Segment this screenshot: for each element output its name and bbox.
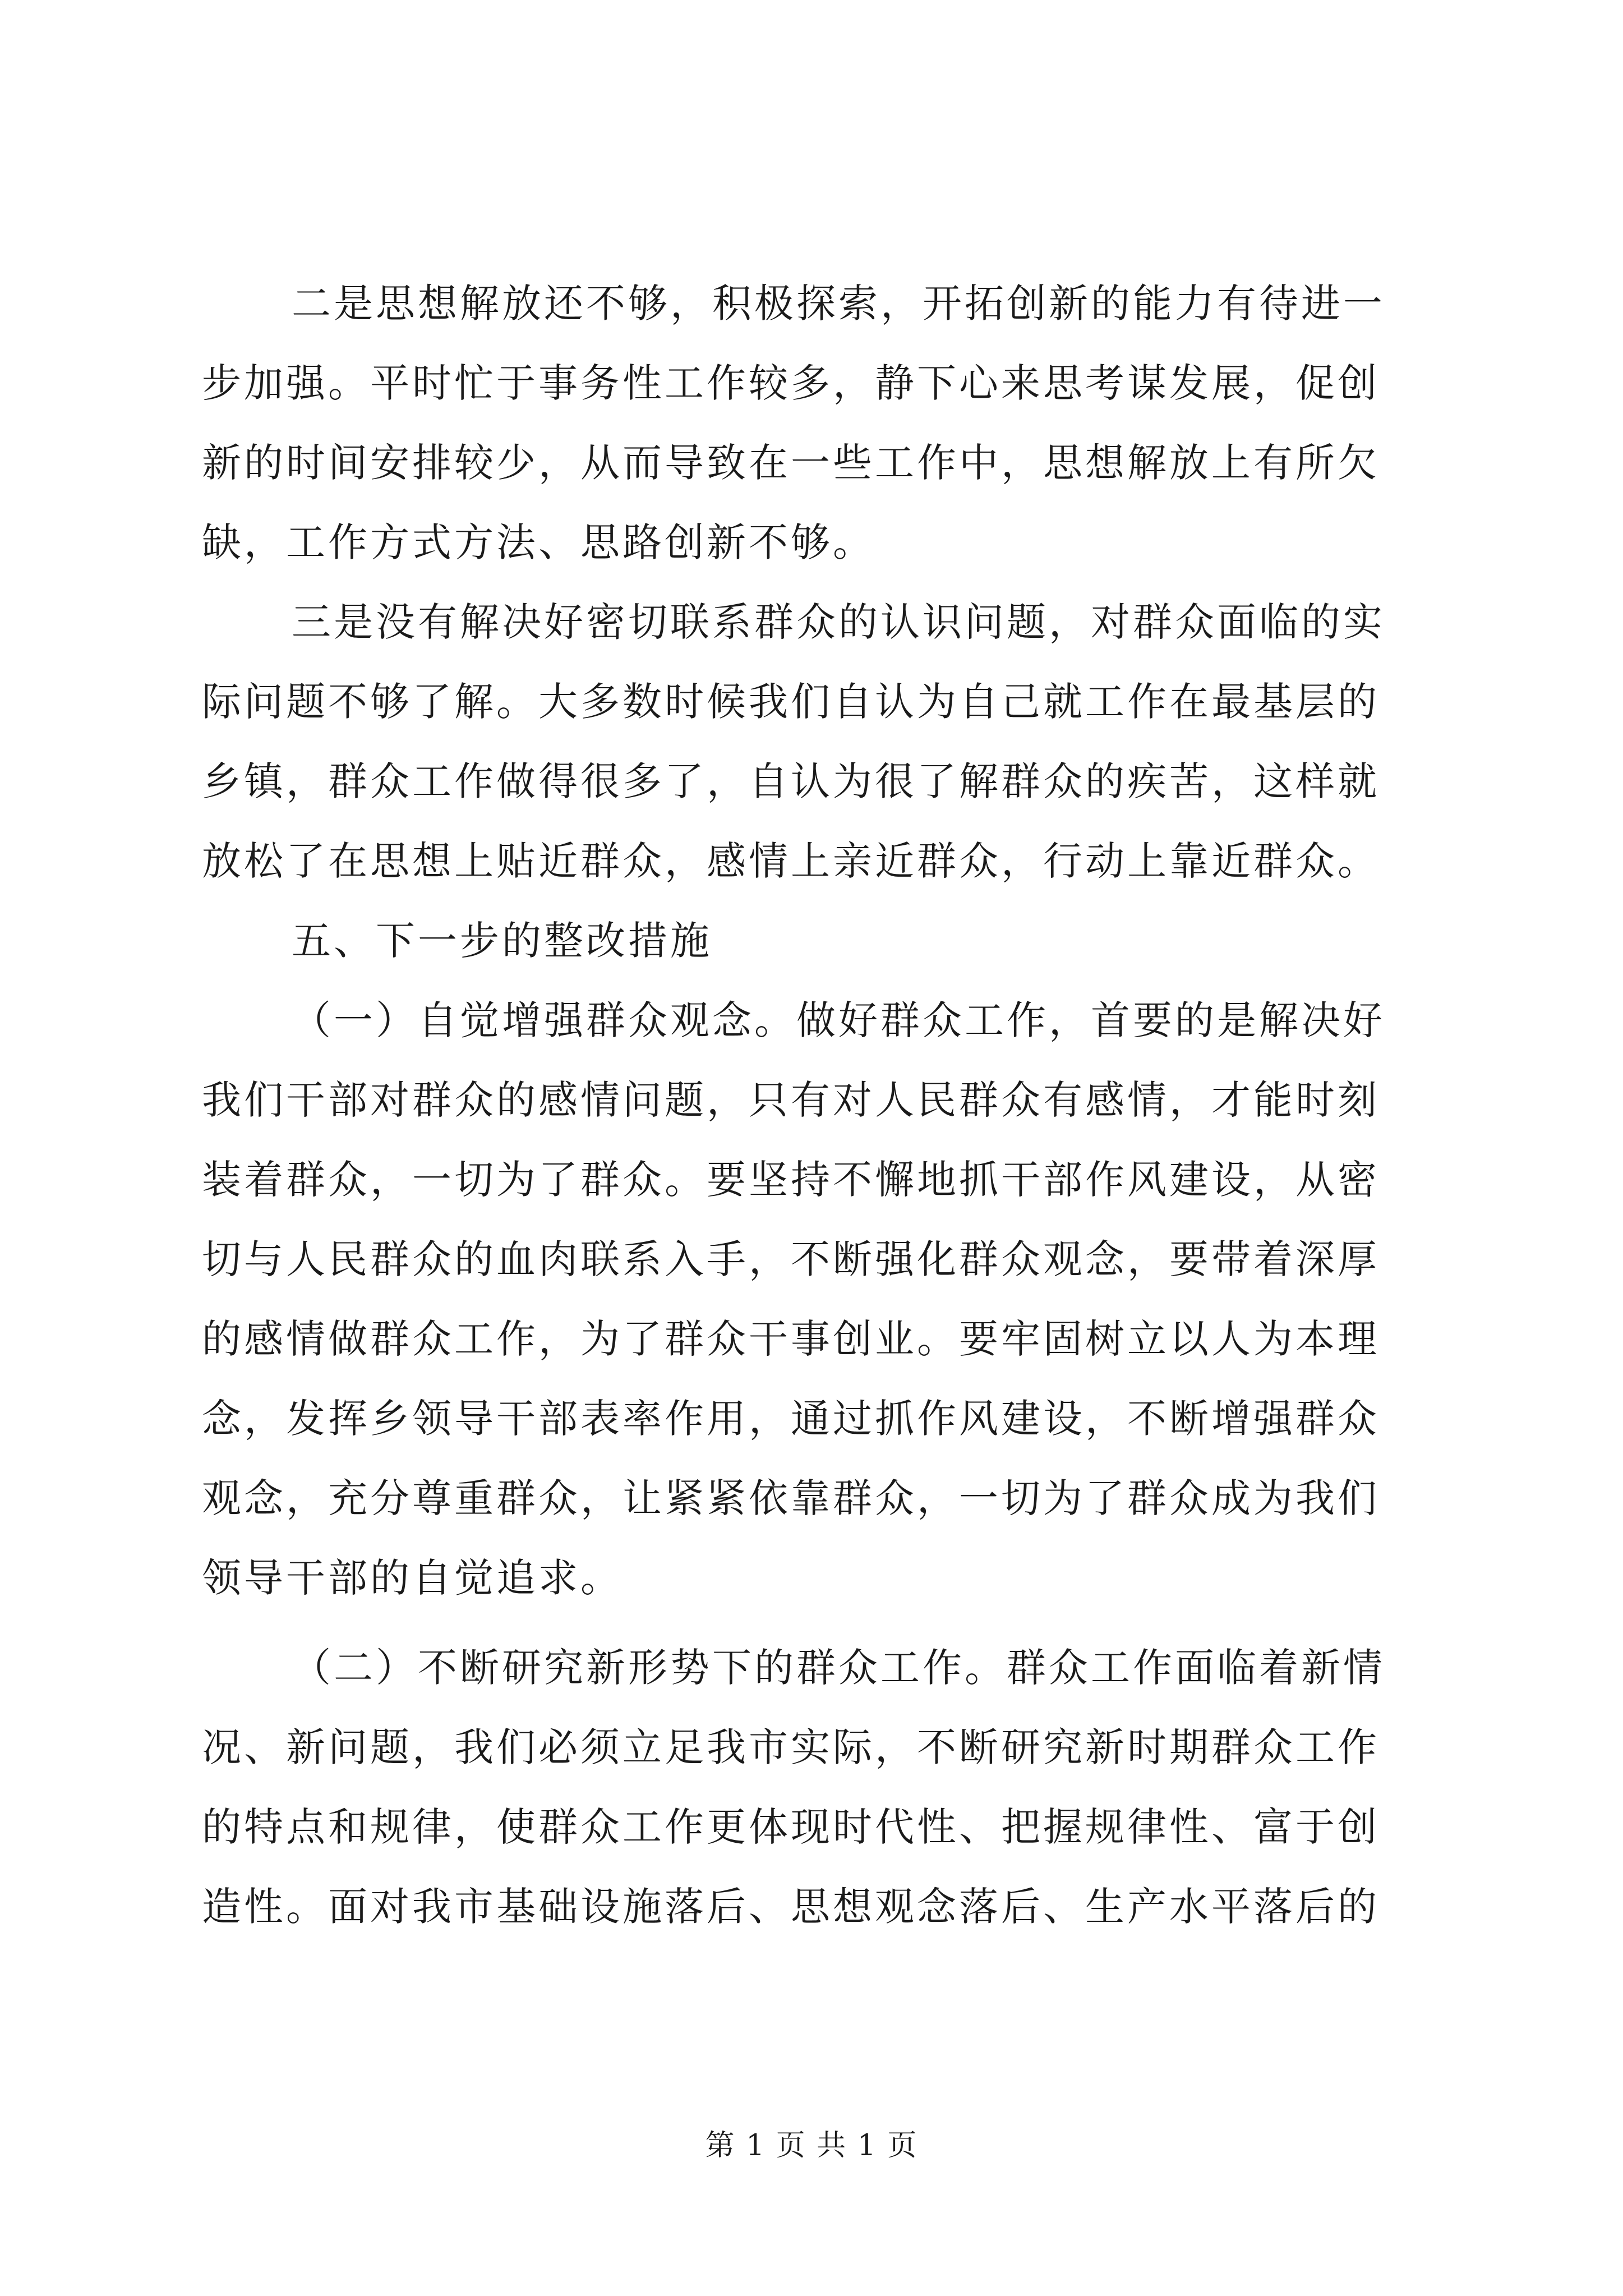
paragraph-line: 的感情做群众工作，为了群众干事创业。要牢固树立以人为本理 [202, 1316, 1380, 1362]
paragraph-line: （二）不断研究新形势下的群众工作。群众工作面临着新情 [292, 1645, 1385, 1691]
paragraph-line: 领导干部的自觉追求。 [202, 1555, 623, 1601]
paragraph-line: 乡镇，群众工作做得很多了，自认为很了解群众的疾苦，这样就 [202, 758, 1380, 804]
paragraph-line: （一）自觉增强群众观念。做好群众工作，首要的是解决好 [292, 997, 1385, 1043]
page-footer [0, 2126, 1623, 2165]
paragraph-line: 我们干部对群众的感情问题，只有对人民群众有感情，才能时刻 [202, 1077, 1380, 1123]
paragraph-line: 造性。面对我市基础设施落后、思想观念落后、生产水平落后的 [202, 1884, 1380, 1930]
paragraph-line: 三是没有解决好密切联系群众的认识问题，对群众面临的实 [292, 599, 1385, 645]
paragraph-line: 装着群众，一切为了群众。要坚持不懈地抓干部作风建设，从密 [202, 1157, 1380, 1203]
document-body [202, 264, 1419, 1947]
paragraph-line: 况、新问题，我们必须立足我市实际，不断研究新时期群众工作 [202, 1724, 1380, 1770]
paragraph-line: 观念，充分尊重群众，让紧紧依靠群众，一切为了群众成为我们 [202, 1475, 1380, 1521]
section-heading: 五、下一步的整改措施 [292, 918, 712, 964]
page-number-label: 第 1 页 共 1 页 [705, 2129, 918, 2162]
paragraph-line: 步加强。平时忙于事务性工作较多，静下心来思考谋发展，促创 [202, 360, 1380, 406]
paragraph-line: 放松了在思想上贴近群众，感情上亲近群众，行动上靠近群众。 [202, 838, 1380, 884]
paragraph-line: 的特点和规律，使群众工作更体现时代性、把握规律性、富于创 [202, 1804, 1380, 1850]
paragraph-line: 切与人民群众的血肉联系入手，不断强化群众观念，要带着深厚 [202, 1236, 1380, 1282]
paragraph-line: 缺，工作方式方法、思路创新不够。 [202, 519, 875, 565]
paragraph-line: 二是思想解放还不够，积极探索，开拓创新的能力有待进一 [292, 280, 1385, 326]
paragraph-line: 际问题不够了解。大多数时候我们自认为自己就工作在最基层的 [202, 679, 1380, 725]
paragraph-line: 新的时间安排较少，从而导致在一些工作中，思想解放上有所欠 [202, 440, 1380, 486]
paragraph-line: 念，发挥乡领导干部表率作用，通过抓作风建设，不断增强群众 [202, 1396, 1380, 1442]
